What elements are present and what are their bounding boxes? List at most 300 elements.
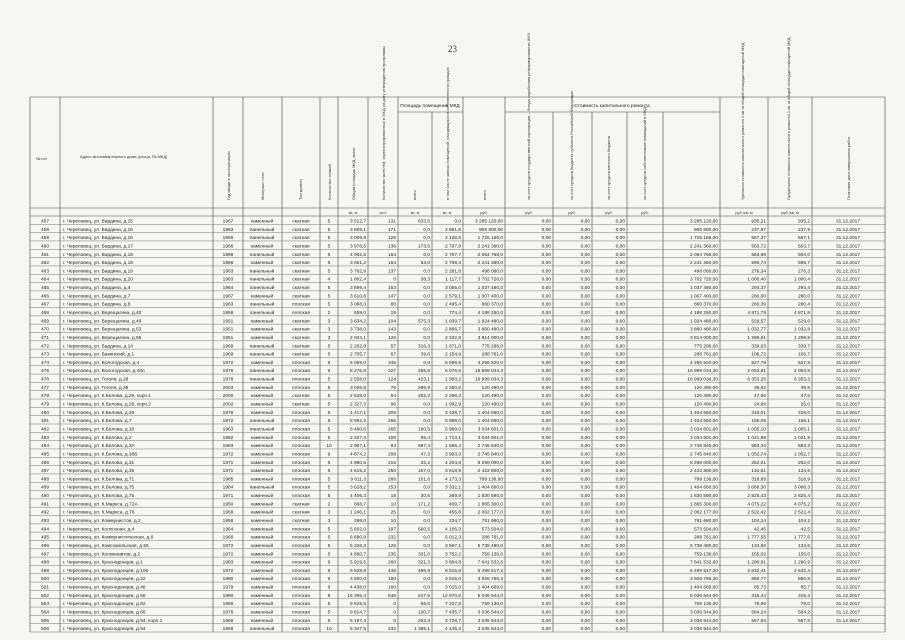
cell-mc: 2 053,8 (793, 369, 810, 375)
cell-uc: 315,44 (751, 593, 766, 599)
cell-res: 209 (387, 410, 396, 416)
cell-a1: 0,0 (423, 311, 430, 317)
cell-o: 120 490,00 (693, 385, 718, 391)
cell-a1: 0,0 (423, 519, 430, 525)
cell-addr: г. Череповец, ул. Верещагина, д.53 (63, 327, 142, 333)
cell-f: 0,00 (541, 236, 551, 242)
cell-f: 0,00 (541, 427, 551, 433)
cell-f: 0,00 (541, 527, 551, 533)
cell-date: 31.12.2017 (835, 452, 861, 458)
cell-n: 464 (40, 277, 50, 283)
cell-r: 0,00 (580, 269, 590, 275)
cell-o: 905 800,00 (693, 227, 718, 233)
cell-f: 0,00 (541, 352, 551, 358)
cell-roof: плоская (292, 477, 310, 483)
cell-f: 0,00 (541, 402, 551, 408)
cell-roof: скатная (292, 510, 310, 516)
cell-cost: 498 060,0 (481, 269, 503, 275)
cell-wall: панельный (249, 311, 275, 317)
cell-f: 0,00 (541, 269, 551, 275)
cell-area: 2 934,1 (349, 335, 366, 341)
cell-mc: 134,6 (797, 543, 810, 549)
cell-roof: скатная (292, 286, 310, 292)
cell-roof: плоская (292, 527, 310, 533)
cell-n: 489 (40, 485, 50, 491)
table-row (41, 359, 860, 366)
cell-f: 0,00 (541, 452, 551, 458)
cell-l: 0,00 (615, 269, 625, 275)
table-row (41, 409, 860, 416)
cell-date: 31.12.2017 (835, 568, 861, 574)
cell-area: 4 417,1 (349, 410, 366, 416)
header-roof-type: Тип кровли (298, 179, 303, 200)
cell-l: 0,00 (615, 244, 625, 250)
cell-area: 1 246,1 (349, 510, 366, 516)
cell-l: 0,00 (615, 277, 625, 283)
cell-o: 4 188 250,00 (689, 311, 718, 317)
table-row (41, 600, 860, 607)
cell-a1: 0,0 (423, 543, 430, 549)
cell-uc: 339,63 (751, 344, 766, 350)
cell-addr: г. Череповец, ул. Вологодская, д.4 (63, 360, 140, 366)
cell-addr: г. Череповец, ул. Краснодонцев, д.94 (63, 627, 146, 633)
cell-res: 84 (390, 444, 396, 450)
cell-uc: 47,56 (753, 394, 766, 400)
cell-a2: 455,8 (448, 510, 461, 516)
cell-r: 0,00 (580, 286, 590, 292)
cell-roof: плоская (292, 410, 310, 416)
cell-a2: 2 126,8 (444, 236, 461, 242)
cell-cost: 3 034 601,0 (477, 427, 503, 433)
cell-year: 1964 (222, 286, 234, 292)
cell-area: 3 500,0 (349, 577, 366, 583)
cell-a1: 316,3 (417, 344, 430, 350)
cell-o: 1 404 669,00 (689, 585, 718, 591)
cell-date: 31.12.2017 (835, 519, 861, 525)
table-row (41, 467, 860, 474)
cell-cost: 8 298 000,0 (477, 460, 503, 466)
cell-mc: 39,8 (800, 385, 810, 391)
cell-wall: панельный (249, 627, 275, 633)
cell-wall: панельный (249, 344, 275, 350)
cell-res: 104 (387, 319, 396, 325)
cell-r: 0,00 (580, 585, 590, 591)
cell-r: 0,00 (580, 560, 590, 566)
cell-r: 0,00 (580, 419, 590, 425)
cell-l: 0,00 (615, 485, 625, 491)
cell-a1: 39,6 (420, 352, 430, 358)
cell-n: 473 (40, 352, 50, 358)
cell-mc: 584,2 (797, 610, 810, 616)
cell-date: 31.12.2017 (835, 560, 861, 566)
cell-roof: скатная (292, 394, 310, 400)
cell-fl: 3 (327, 319, 331, 325)
cell-a2: 2 281,6 (444, 269, 461, 275)
cell-fl: 9 (327, 560, 331, 566)
table-row (41, 534, 860, 541)
cell-fl: 9 (327, 452, 331, 458)
cell-f: 0,00 (541, 435, 551, 441)
cell-mc: 106,7 (797, 352, 810, 358)
unit-area-municipal: кв. м (442, 210, 452, 215)
cell-wall: каменный (250, 535, 274, 541)
table-row (41, 550, 860, 557)
cell-addr: г. Череповец, ул. Краснодонцев, д.62 (63, 602, 146, 608)
cell-roof: скатная (292, 227, 310, 233)
cell-l: 0,00 (615, 527, 625, 533)
cell-area: 5 226,3 (349, 543, 366, 549)
cell-l: 0,00 (615, 394, 625, 400)
cell-fl: 10 (326, 444, 332, 450)
cell-mc: 318,9 (797, 477, 810, 483)
table-row (41, 525, 860, 532)
cell-addr: г. Череповец, ул. Краснодонцев, д.66 (63, 610, 146, 616)
cell-cost: 4 256 520,0 (477, 360, 503, 366)
cell-f: 0,00 (541, 568, 551, 574)
cell-wall: каменный (250, 568, 274, 574)
cell-fl: 5 (327, 602, 331, 608)
cell-mc: 276,3 (797, 269, 810, 275)
cell-year: 1985 (222, 477, 234, 483)
cell-res: 25 (390, 510, 396, 516)
cell-f: 0,00 (541, 560, 551, 566)
cell-addr: г. Череповец, ул. Бардина, д.15 (63, 219, 133, 225)
cell-wall: каменный (250, 410, 274, 416)
cell-addr: г. Череповец, ул. Коммунистическая, д.6 (63, 535, 154, 541)
cell-a1: 0,0 (423, 227, 430, 233)
cell-cost: 573 504,0 (481, 527, 503, 533)
cell-l: 0,00 (615, 535, 625, 541)
cell-year: 1967 (222, 294, 234, 300)
cell-f: 0,00 (541, 469, 551, 475)
cell-a1: 0,0 (423, 252, 430, 258)
cell-f: 0,00 (541, 369, 551, 375)
table-row (41, 367, 860, 374)
cell-cost: 2 064 768,0 (477, 252, 503, 258)
cell-a1: 255,6 (417, 369, 430, 375)
cell-a1: 697,4 (417, 444, 430, 450)
cell-n: 457 (40, 219, 50, 225)
cell-f: 0,00 (541, 510, 551, 516)
cell-date: 31.12.2017 (835, 302, 861, 308)
header-wall-material: Материал стен (260, 172, 265, 200)
cell-res: 18 (390, 494, 396, 500)
cell-r: 0,00 (580, 444, 590, 450)
cell-uc: 78,86 (753, 602, 766, 608)
cell-n: 505 (40, 618, 50, 624)
cell-area: 3 976,5 (349, 244, 366, 250)
cell-uc: 584,24 (751, 610, 766, 616)
cell-r: 0,00 (580, 377, 590, 383)
cell-mc: 1 021,9 (793, 435, 810, 441)
cell-f: 0,00 (541, 593, 551, 599)
cell-uc: 237,87 (751, 227, 766, 233)
cell-roof: скатная (292, 252, 310, 258)
cell-mc: 935,2 (797, 219, 810, 225)
cell-n: 493 (40, 519, 50, 525)
cell-mc: 1 290,9 (793, 560, 810, 566)
cell-uc: 85,73 (753, 585, 766, 591)
cell-l: 0,00 (615, 552, 625, 558)
cell-n: 495 (40, 535, 50, 541)
cell-roof: скатная (292, 269, 310, 275)
cell-a2: 2 579,1 (444, 294, 461, 300)
cell-o: 1 404 660,00 (689, 419, 718, 425)
cell-f: 0,00 (541, 485, 551, 491)
cell-date: 31.12.2017 (835, 227, 861, 233)
cell-l: 0,00 (615, 402, 625, 408)
cell-addr: г. Череповец, ул. Бардина, д.8 (63, 302, 131, 308)
cell-addr: г. Череповец, ул. Бардина, д.17 (63, 244, 133, 250)
unit-cost-region: руб. (568, 210, 576, 215)
cell-f: 0,00 (541, 277, 551, 283)
table-row (41, 351, 860, 358)
cell-a2: 409,7 (448, 502, 461, 508)
cell-wall: панельный (249, 377, 275, 383)
cell-addr: г. Череповец, ул. Бардина, д.16 (63, 227, 133, 233)
cell-mc: 294,4 (797, 286, 810, 292)
cell-roof: плоская (292, 452, 310, 458)
cell-cost: 3 860 480,0 (477, 327, 503, 333)
table-row (41, 492, 860, 499)
cell-a1: 0,0 (423, 327, 430, 333)
cell-n: 460 (40, 244, 50, 250)
cell-l: 0,00 (615, 219, 625, 225)
cell-date: 31.12.2017 (835, 419, 861, 425)
table-row (41, 584, 860, 591)
cell-area: 3 610,8 (349, 294, 366, 300)
cell-cost: 2 745 840,0 (477, 444, 503, 450)
cell-cost: 2 062 177,0 (477, 510, 503, 516)
cell-cost: 775 296,0 (481, 344, 503, 350)
cell-res: 131 (387, 219, 396, 225)
cell-n: 506 (40, 627, 50, 633)
cell-n: 492 (40, 510, 50, 516)
cell-cost: 3 036 544,0 (477, 610, 503, 616)
cell-fl: 9 (327, 568, 331, 574)
cell-a1: 0,0 (423, 535, 430, 541)
cell-res: 147 (387, 294, 396, 300)
cell-addr: г. Череповец, ул. Комсомольская, д.55 (63, 543, 149, 549)
cell-l: 0,00 (615, 510, 625, 516)
cell-cost: 1 725 166,0 (477, 236, 503, 242)
cell-a2: 6 076,5 (444, 369, 461, 375)
cell-wall: каменный (250, 261, 274, 267)
cell-n: 487 (40, 469, 50, 475)
cell-f: 0,00 (541, 302, 551, 308)
cell-mc: 2 522,4 (793, 510, 810, 516)
cell-res: 164 (387, 261, 396, 267)
cell-year: 1966 (222, 236, 234, 242)
cell-wall: каменный (250, 219, 274, 225)
cell-year: 1980 (222, 577, 234, 583)
cell-cost: 4 188 250,0 (477, 311, 503, 317)
cell-n: 501 (40, 585, 50, 591)
cell-n: 491 (40, 502, 50, 508)
table-row (41, 234, 860, 241)
cell-o: 799 136,00 (693, 477, 718, 483)
cell-cost: 7 641 532,6 (477, 560, 503, 566)
header-total-area: Общая площадь МКД, всего (351, 147, 356, 200)
cell-a1: 173,5 (417, 244, 430, 250)
cell-fl: 9 (327, 360, 331, 366)
cell-a2: 1 671,0 (444, 344, 461, 350)
cell-res: 10 (390, 502, 396, 508)
table-row (41, 434, 860, 441)
cell-area: 3 762,9 (349, 269, 366, 275)
cell-a2: 0,0 (454, 219, 461, 225)
cell-date: 31.12.2017 (835, 377, 861, 383)
cell-res: 80 (390, 302, 396, 308)
cell-fl: 5 (327, 410, 331, 416)
cell-mc: 134,6 (797, 469, 810, 475)
cell-a1: 30,5 (420, 494, 430, 500)
cell-res: 136 (387, 244, 396, 250)
cell-addr: г. Череповец, ул. К.Белова, д.35 (63, 469, 135, 475)
cell-mc: 156,1 (797, 419, 810, 425)
cell-r: 0,00 (580, 460, 590, 466)
cell-res: 163 (387, 286, 396, 292)
cell-date: 31.12.2017 (835, 335, 861, 341)
cell-r: 0,00 (580, 344, 590, 350)
cell-addr: г. Череповец, ул. К.Белова, д.29, корп.1 (63, 394, 151, 400)
header-unit-cost: Удельная стоимость капитального ремонта 1 кв. м общей площади помещений МКД (740, 42, 745, 200)
table-row (41, 284, 860, 291)
cell-res: 646 (387, 593, 396, 599)
cell-mc: 47,6 (800, 394, 810, 400)
cell-a2: 8 515,8 (444, 568, 461, 574)
cell-addr: г. Череповец, ул. К.Белова, д.26 (63, 410, 135, 416)
cell-a2: 1 713,1 (444, 435, 461, 441)
cell-f: 0,00 (541, 477, 551, 483)
header-cost-local: за счет средств местного бюджета (606, 135, 611, 200)
cell-year: 1951 (222, 335, 234, 341)
cell-f: 0,00 (541, 377, 551, 383)
cell-fl: 5 (327, 485, 331, 491)
cell-cost: 759 136,0 (481, 552, 503, 558)
cell-r: 0,00 (580, 477, 590, 483)
cell-a1: 560,5 (417, 527, 430, 533)
cell-addr: г. Череповец, ул. К.Белова, д.29, корп.2 (63, 402, 151, 408)
cell-a2: 2 707,7 (444, 252, 461, 258)
cell-wall: каменный (250, 460, 274, 466)
cell-r: 0,00 (580, 577, 590, 583)
cell-area: 9 611,3 (350, 477, 366, 483)
cell-wall: каменный (250, 585, 274, 591)
cell-fl: 5 (327, 252, 331, 258)
cell-area: 4 438,0 (349, 585, 366, 591)
cell-f: 0,00 (541, 294, 551, 300)
cell-res: 94 (390, 394, 396, 400)
cell-wall: каменный (250, 510, 274, 516)
cell-uc: 252,01 (751, 460, 766, 466)
cell-o: 7 641 532,60 (689, 560, 718, 566)
cell-a1: 423,1 (417, 377, 430, 383)
cell-roof: плоская (292, 535, 310, 541)
cell-o: 3 285 120,00 (689, 219, 718, 225)
cell-wall: каменный (250, 294, 274, 300)
cell-f: 0,00 (541, 602, 551, 608)
cell-o: 3 034 601,00 (689, 427, 718, 433)
cell-res: 76 (390, 385, 396, 391)
cell-mc: 237,9 (797, 227, 810, 233)
cell-a1: 0,0 (423, 335, 430, 341)
cell-l: 0,00 (615, 577, 625, 583)
cell-roof: скатная (292, 319, 310, 325)
cell-a2: 7 435,7 (444, 610, 461, 616)
cell-r: 0,00 (580, 385, 590, 391)
cell-year: 1982 (222, 435, 234, 441)
cell-mc: 563,7 (797, 244, 810, 250)
cell-a2: 774,4 (448, 311, 461, 317)
cell-year: 1958 (222, 311, 234, 317)
cell-a1: 0,0 (423, 485, 430, 491)
table-row (41, 517, 860, 524)
cell-r: 0,00 (580, 568, 590, 574)
cell-roof: плоская (292, 460, 310, 466)
cell-year: 1958 (222, 519, 234, 525)
cell-a2: 3 428,7 (444, 410, 461, 416)
cell-area: 3 634,2 (349, 319, 366, 325)
cell-r: 0,00 (580, 252, 590, 258)
cell-year: 1972 (222, 419, 234, 425)
cell-l: 0,00 (615, 319, 625, 325)
cell-a1: 247,5 (417, 593, 430, 599)
cell-cost: 3 036 544,0 (477, 627, 503, 633)
cell-o: 16 999 034,30 (687, 377, 718, 383)
cell-addr: г. Череповец, ул. Бакинский, д.1 (63, 352, 135, 358)
cell-a2: 269,9 (448, 494, 461, 500)
cell-l: 0,00 (615, 627, 625, 633)
cell-uc: 42,45 (753, 527, 766, 533)
cell-uc: 1 299,91 (747, 335, 766, 341)
cell-roof: скатная (292, 352, 310, 358)
cell-mc: 567,1 (797, 236, 810, 242)
cell-a2: 4 204,6 (444, 460, 461, 466)
cell-l: 0,00 (615, 427, 625, 433)
cell-mc: 1 777,6 (793, 535, 810, 541)
cell-l: 0,00 (615, 311, 625, 317)
cell-wall: панельный (249, 419, 275, 425)
cell-r: 0,00 (580, 335, 590, 341)
header-cost-group: Стоимость капитального ремонта (574, 104, 650, 109)
cell-a2: 5 989,0 (444, 427, 461, 433)
cell-uc: 563,72 (751, 244, 766, 250)
cell-date: 31.12.2017 (835, 252, 861, 258)
table-row (41, 442, 860, 449)
cell-year: 1980 (222, 593, 234, 599)
cell-r: 0,00 (580, 244, 590, 250)
cell-a1: 0,0 (423, 286, 430, 292)
cell-cost: 3 285 120,00 (474, 219, 503, 225)
cell-o: 759 136,00 (693, 602, 718, 608)
cell-n: 490 (40, 494, 50, 500)
cell-date: 31.12.2017 (835, 469, 861, 475)
cell-addr: г. Череповец, ул. К.Белова, д.10 (63, 427, 135, 433)
cell-addr: г. Череповец, ул. К.Белова, д.7 (63, 419, 132, 425)
cell-a1: 0,0 (423, 236, 430, 242)
cell-roof: скатная (292, 344, 310, 350)
cell-a1: 38,3 (420, 277, 430, 283)
cell-addr: г. Череповец, ул. Краснодонцев, д.106 (63, 568, 149, 574)
cell-year: 1963 (222, 302, 234, 308)
cell-addr: г. Череповец, ул. Бардина, д.4 (63, 286, 131, 292)
cell-year: 2002 (222, 402, 234, 408)
cell-o: 759 136,00 (693, 552, 718, 558)
cell-year: 1951 (222, 319, 234, 325)
cell-a1: 0,0 (423, 419, 430, 425)
cell-area: 3 661,2 (349, 261, 366, 267)
